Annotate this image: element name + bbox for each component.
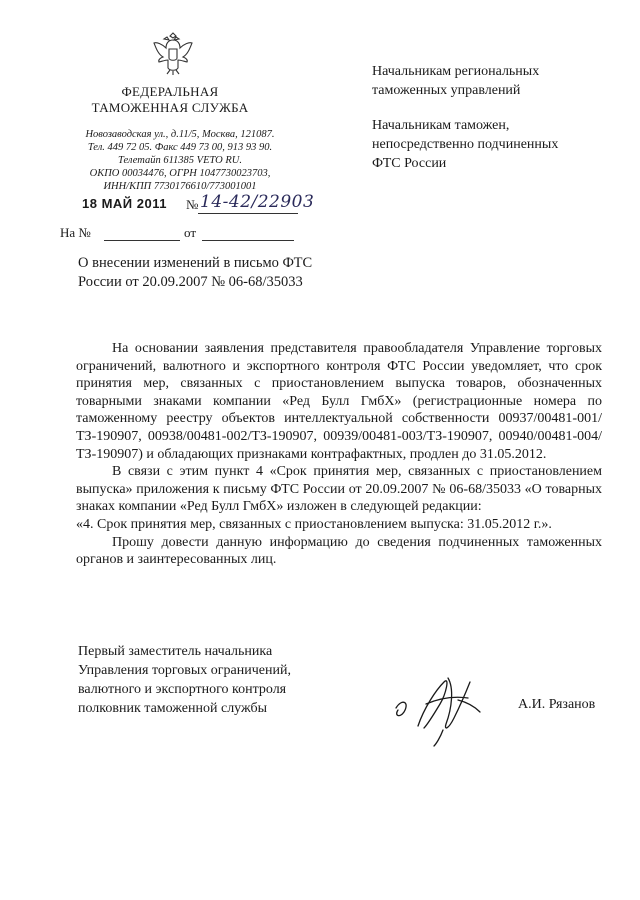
address-line: ОКПО 00034476, ОГРН 1047730023703, [89,168,271,179]
document-number: 14-42/22903 [200,192,315,212]
body-paragraph: В связи с этим пункт 4 «Срок принятия мер, связанных с приостановлением выпуска» приложения к письму ФТС России от 20.09.2007 № 06-68/35033 «О товарных знаках компании «Ред Булл ГмбХ» изложен в следующей редакции: [76,464,602,515]
signatory-title-line: валютного и экспортного контроля [78,682,287,697]
recipient-line: непосредственно подчиненных [372,137,559,152]
recipient-customs-heads [372,116,602,173]
signatory-name: А.И. Рязанов [518,697,596,712]
recipients [372,62,602,189]
letter-body [76,340,602,569]
body-paragraph: Прошу довести данную информацию до сведения подчиненных таможенных органов и заинтересованных лиц. [76,534,602,568]
recipient-regional-directorates [372,62,602,100]
agency-name [60,84,280,116]
recipient-line: Начальникам региональных [372,64,540,79]
subject-line1: О внесении изменений в письмо ФТС [78,255,313,271]
signatory-title-line: Управления торговых ограничений, [78,663,291,678]
address-line: Телетайп 611385 VETO RU. [118,155,242,166]
document-date: 18 МАЙ 2011 [82,196,167,211]
subject-line2: России от 20.09.2007 № 06-68/35033 [78,274,303,290]
reference-date-blank [202,240,294,241]
reference-from-label: от [184,225,197,240]
letter-subject [78,254,338,292]
agency-address [60,128,300,193]
agency-name-line2: ТАМОЖЕННАЯ СЛУЖБА [91,100,249,115]
recipient-line: ФТС России [372,156,447,171]
document-number-label: № [186,197,199,212]
address-line: Новозаводская ул., д.11/5, Москва, 121087. [85,129,275,140]
recipient-line: таможенных управлений [372,83,521,98]
signatory-title-line: полковник таможенной службы [78,701,268,716]
handwritten-signature [388,668,498,748]
reference-number-blank [104,240,180,241]
reference-label: На № [60,225,91,240]
address-line: ИНН/КПП 7730176610/773001001 [103,181,257,192]
coat-of-arms-emblem [150,30,196,76]
number-underline [198,213,298,214]
body-quote: «4. Срок принятия мер, связанных с приостановлением выпуска: 31.05.2012 г.». [76,516,552,532]
address-line: Тел. 449 72 05. Факс 449 73 00, 913 93 90. [87,142,273,153]
recipient-line: Начальникам таможен, [372,118,510,133]
agency-name-line1: ФЕДЕРАЛЬНАЯ [121,84,219,99]
body-paragraph: На основании заявления представителя правообладателя Управление торговых ограничений, валютного и экспортного контроля ФТС России уведомляет, что срок принятия мер, связанных с приостановлением выпуска товаров, обозначенных товарными знаками компании «Ред Булл ГмбХ» (регистрационные номера по таможенному реестру объектов интеллектуальной собственности 00937/00481-001/ТЗ-190907, 00938/00481-002/ТЗ-190907, 00939/00481-003/ТЗ-190907, 00940/00481-004/ТЗ-190907) и обладающих признаками контрафактных, продлен до 31.05.2012. [76,341,602,462]
signatory-title [78,642,338,718]
signatory-title-line: Первый заместитель начальника [78,644,273,659]
